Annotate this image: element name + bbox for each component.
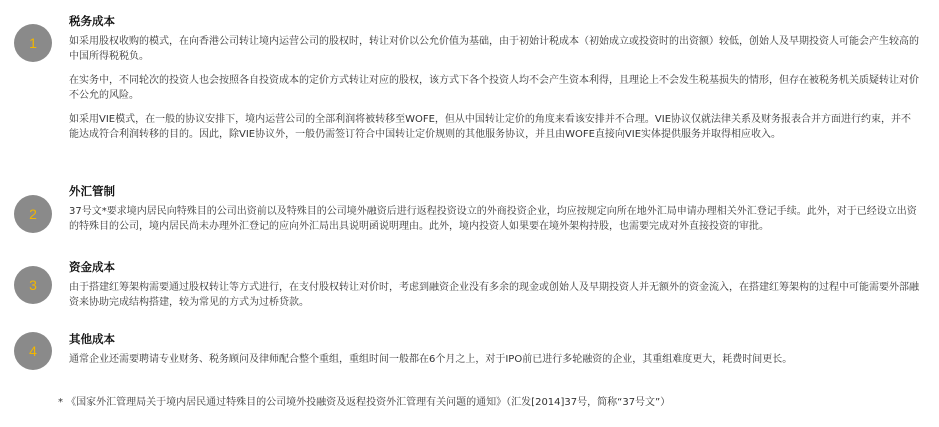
section-body [69, 14, 921, 151]
section-title: 外汇管制 [69, 184, 115, 198]
section-paragraph: 37号文*要求境内居民向特殊目的公司出资前以及特殊目的公司境外融资后进行返程投资设立的外商投资企业，均应按规定向所在地外汇局申请办理相关外汇登记手续。此外，对于已经设立出资的特殊目的公司，境内居民尚未办理外汇登记的应向外汇局出具说明函说明理由。此外，境内投资人如果要在境外架构持股，也需要完成对外直接投资的审批。 [69, 206, 917, 232]
section-body [69, 332, 921, 376]
section-paragraph: 如采用股权收购的模式，在向香港公司转让境内运营公司的股权时，转让对价以公允价值为基础，由于初始计税成本（初始成立或投资时的出资额）较低，创始人及早期投资人可能会产生较高的中国所得税税负。 [69, 36, 919, 62]
section-title: 其他成本 [69, 332, 115, 346]
footnote: * 《国家外汇管理局关于境内居民通过特殊目的公司境外投融资及返程投资外汇管理有关问题的通知》（汇发[2014]37号，简称“37号文”） [58, 397, 671, 408]
section-number-badge: 3 [14, 266, 52, 304]
section-title: 资金成本 [69, 260, 115, 274]
section-number-badge: 4 [14, 332, 52, 370]
section-number-badge: 1 [14, 24, 52, 62]
section-paragraph: 由于搭建红筹架构需要通过股权转让等方式进行，在支付股权转让对价时，考虑到融资企业没有多余的现金或创始人及早期投资人并无额外的资金流入，在搭建红筹架构的过程中可能需要外部融资来协助完成结构搭建，较为常见的方式为过桥贷款。 [69, 282, 919, 308]
section-body [69, 184, 921, 243]
section-body [69, 260, 921, 319]
section-paragraph: 如采用VIE模式，在一般的协议安排下，境内运营公司的全部利润将被转移至WOFE，但从中国转让定价的角度来看该安排并不合理。VIE协议仅就法律关系及财务报表合并方面进行约束，并不能达成符合利润转移的目的。因此，除VIE协议外，一般仍需签订符合中国转让定价规则的其他服务协议，并且由WOFE直接向VIE实体提供服务并取得相应收入。 [69, 114, 912, 140]
section-paragraph: 在实务中，不同轮次的投资人也会按照各自投资成本的定价方式转让对应的股权，该方式下各个投资人均不会产生资本利得，且理论上不会发生税基损失的情形，但存在被税务机关质疑转让对价不公允的风险。 [69, 75, 919, 101]
section-title: 税务成本 [69, 14, 115, 28]
section-number-badge: 2 [14, 195, 52, 233]
section-paragraph: 通常企业还需要聘请专业财务、税务顾问及律师配合整个重组，重组时间一般都在6个月之上，对于IPO前已进行多轮融资的企业，其重组难度更大，耗费时间更长。 [69, 354, 793, 365]
